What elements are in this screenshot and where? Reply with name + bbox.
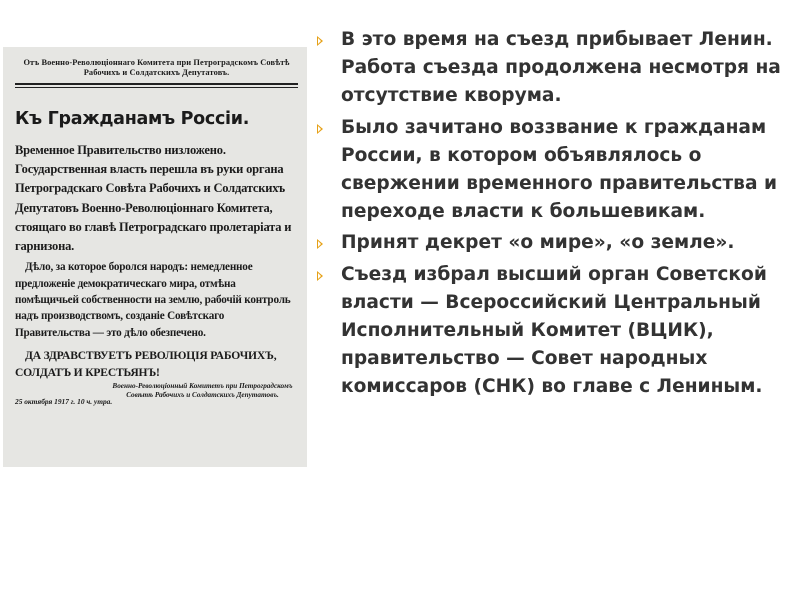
bullet-item-lenin-arrives [316,26,796,111]
triangle-bullet-icon [317,239,323,249]
bullet-text: В это время на съезд прибывает Ленин. Работа съезда продолжена несмотря на отсутствие кворума. [341,29,781,107]
bullet-text: Принят декрет «о мире», «о земле». [341,232,735,254]
proclamation-divider [15,83,298,85]
triangle-bullet-icon [317,36,323,46]
proclamation-header: Отъ Военно-Революціоннаго Комитета при Петроградскомъ Совѣтѣ Рабочихъ и Солдатскихъ Депутатовъ. [23,58,290,77]
proclamation-slogan: ДА ЗДРАВСТВУЕТЪ РЕВОЛЮЦІЯ РАБОЧИХЪ, СОЛДАТЪ И КРЕСТЬЯНЪ! [15,349,277,380]
bullet-list [316,26,796,405]
bullet-text: Было зачитано воззвание к гражданам России, в котором объявлялось о свержении временного правительства и переходе власти к большевикам. [341,116,777,223]
proclamation-title: Къ Гражданамъ Россіи. [15,109,250,129]
proclamation-paragraph-1: Временное Правительство низложено. Государственная власть перешла въ руки органа Петроградскаго Совѣта Рабочихъ и Солдатскихъ Депутатовъ Военно-Революціоннаго Комитета, стоящаго во главѣ Петроградскаго пролетаріата и гарнизона. [15,143,292,254]
bullet-item-appeal-read [316,114,796,227]
triangle-bullet-icon [317,124,323,134]
bullet-text: Съезд избрал высший орган Советской власти — Всероссийский Центральный Исполнительный Комитет (ВЦИК), правительство — Совет народных комиссаров (СНК) во главе с Лениным. [341,263,767,398]
proclamation-signature: Военно-Революціонный Комитетъ при Петроградскомъ Совѣтѣ Рабочихъ и Солдатскихъ Депутатовъ. [112,382,293,399]
bullet-item-decrees [316,229,796,257]
proclamation-divider-thin [15,87,298,88]
proclamation-image [3,47,307,467]
proclamation-paragraph-2: Дѣло, за которое боролся народъ: немедленное предложеніе демократическаго мира, отмѣна помѣщичьей собственности на землю, рабочій контроль надъ производствомъ, созданіе Совѣтскаго Правительства — это дѣло обезпечено. [15,261,291,339]
bullet-item-vtsik-snk [316,261,796,402]
triangle-bullet-icon [317,271,323,281]
proclamation-date: 25 октября 1917 г. 10 ч. утра. [15,397,113,407]
